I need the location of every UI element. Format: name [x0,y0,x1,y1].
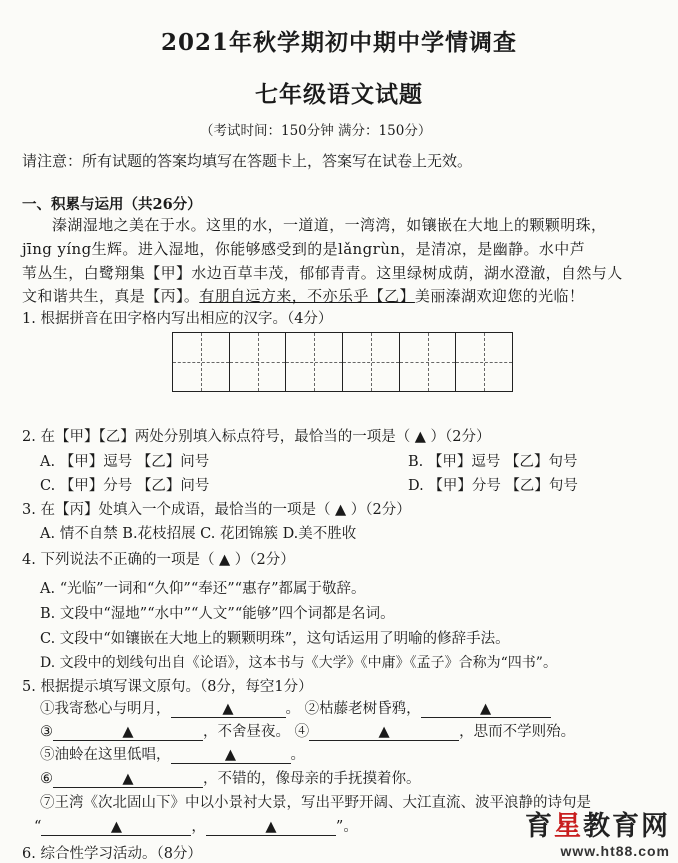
recite-text: 。 [290,747,305,763]
option-b: B. 【甲】逗号 【乙】句号 [408,454,578,470]
passage-line-4 [22,285,584,306]
answer-blank[interactable]: ▲ [309,724,459,741]
answer-blank[interactable]: ▲ [206,819,336,836]
option-d: D. 文段中的划线句出自《论语》，这本书与《大学》《中庸》《孟子》合称为“四书”。 [40,655,557,671]
option-a: A. “光临”一词和“久仰”“奉还”“惠存”都属于敬辞。 [40,581,366,597]
question-6: 6. 综合性学习活动。（8分） [22,846,202,862]
tian-grid[interactable] [172,332,512,392]
recite-text: ⑤油蛉在这里低唱， [40,747,171,763]
option-a: A. 【甲】逗号 【乙】问号 [40,454,210,470]
recite-text: ， [191,819,206,835]
question-3: 3. 在【丙】处填入一个成语，最恰当的一项是（ ▲ ）（2分） [22,502,411,518]
passage-text: 美丽溱湖欢迎您的光临！ [414,287,585,305]
grid-cell[interactable] [455,332,513,392]
question-4: 4. 下列说法不正确的一项是（ ▲ ）（2分） [22,552,295,568]
watermark-brand: 育 [525,811,554,841]
recite-text: ，不错的，像母亲的手抚摸着你。 [203,771,421,787]
recite-item-5 [40,743,305,764]
grid-cell[interactable] [172,332,230,392]
underlined-sentence: 有朋自远方来，不亦乐乎【乙】 [199,287,415,305]
watermark-star: 星 [554,811,583,841]
exam-meta: （考试时间：150分钟 满分：150分） [200,123,432,139]
watermark-brand: 教育网 [583,811,670,841]
question-5: 5. 根据提示填写课文原句。（8分，每空1分） [22,679,313,695]
recite-text: ，思而不学则殆。 [459,724,576,740]
answer-blank[interactable]: ▲ [41,819,191,836]
passage-line-3: 苇丛生，白鹭翔集【甲】水边百草丰茂，郁郁青青。这里绿树成荫，湖水澄澈，自然与人 [22,264,623,282]
question-3-options: A. 情不自禁 B.花枝招展 C. 花团锦簇 D.美不胜收 [40,526,357,542]
exam-title: 2021年秋学期初中期中学情调查 [160,29,517,56]
recite-text: ③ [40,724,53,740]
question-1: 1. 根据拼音在田字格内写出相应的汉字。（4分） [22,311,333,327]
recite-item-7-blanks [34,815,358,836]
answer-blank[interactable]: ▲ [171,747,291,764]
recite-text: ”。 [335,819,358,835]
notice: 请注意：所有试题的答案均填写在答题卡上，答案写在试卷上无效。 [22,152,473,170]
option-d: D. 【甲】分号 【乙】句号 [408,478,578,494]
grid-cell[interactable] [285,332,343,392]
grid-cell[interactable] [342,332,400,392]
option-c: C. 文段中“如镶嵌在大地上的颗颗明珠”，这句话运用了明喻的修辞手法。 [40,631,510,647]
answer-blank[interactable]: ▲ [53,724,203,741]
watermark-url: www.ht88.com [560,843,670,859]
answer-blank[interactable]: ▲ [421,701,551,718]
grid-cell[interactable] [399,332,457,392]
passage-line-2: jīng yíng生辉。进入湿地，你能够感受到的是lǎngrùn，是清凉，是幽静。水中芦 [22,240,586,258]
grid-cell[interactable] [229,332,287,392]
option-b: B. 文段中“湿地”“水中”“人文”“能够”四个词都是名词。 [40,606,395,622]
answer-blank[interactable]: ▲ [171,701,286,718]
recite-text: 。 ②枯藤老树昏鸦， [285,701,421,717]
recite-item-7: ⑦王湾《次北固山下》中以小景衬大景，写出平野开阔、大江直流、波平浪静的诗句是 [40,795,591,811]
recite-item-6 [40,767,421,788]
passage-text: 文和谐共生，真是【丙】。 [22,287,200,305]
option-c: C. 【甲】分号 【乙】问号 [40,478,210,494]
question-2: 2. 在【甲】【乙】两处分别填入标点符号，最恰当的一项是（ ▲ ）（2分） [22,429,491,445]
answer-blank[interactable]: ▲ [53,771,203,788]
recite-text: ⑥ [40,771,53,787]
recite-item-1-2 [40,697,551,718]
section-heading: 一、积累与运用（共26分） [22,196,202,213]
exam-subtitle: 七年级语文试题 [255,81,423,108]
recite-text: ，不舍昼夜。 ④ [203,724,310,740]
recite-text: ①我寄愁心与明月， [40,701,171,717]
passage-line-1: 溱湖湿地之美在于水。这里的水，一道道，一湾湾，如镶嵌在大地上的颗颗明珠， [52,216,607,234]
watermark [525,804,670,859]
recite-text: “ [34,819,42,835]
recite-item-3-4 [40,720,575,741]
